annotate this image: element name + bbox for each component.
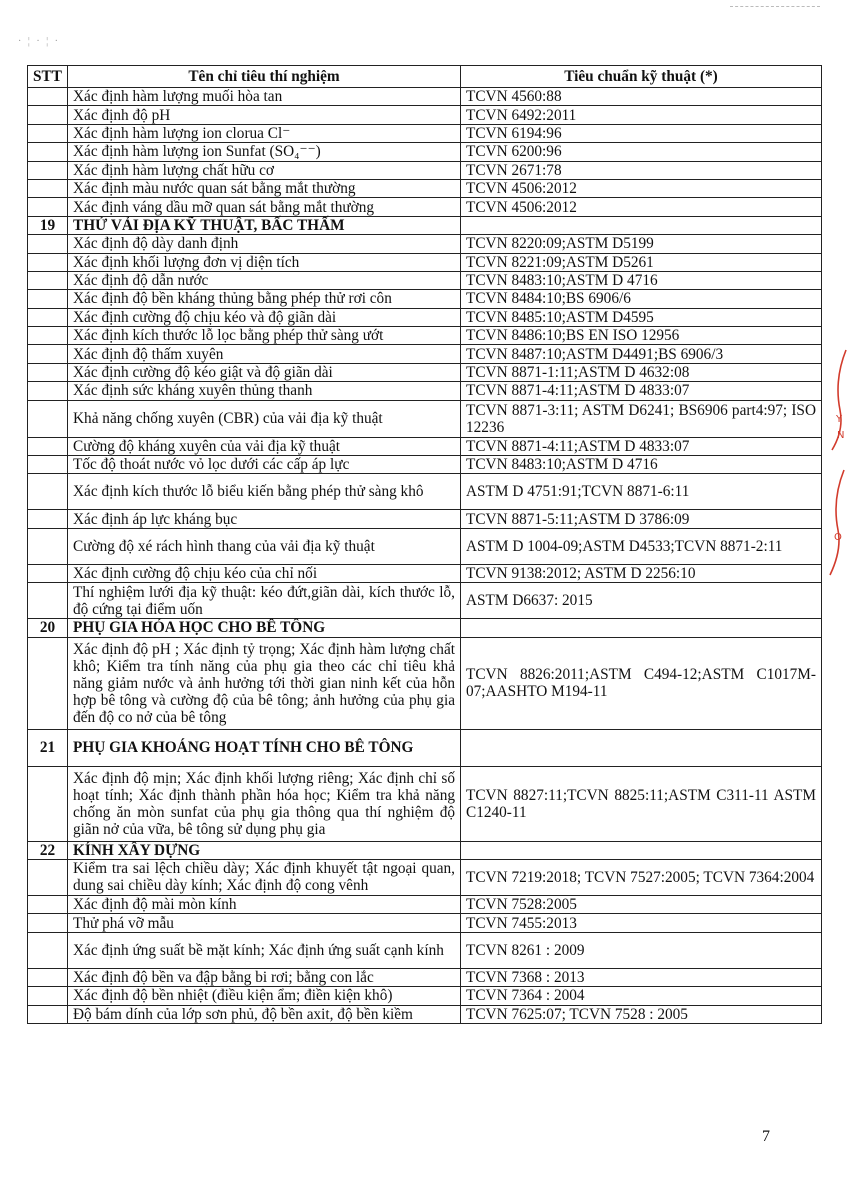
test-standard: TCVN 6200:96 (461, 143, 822, 161)
test-standard: ASTM D6637: 2015 (461, 583, 822, 619)
table-row (28, 932, 822, 968)
row-stt (28, 583, 68, 619)
table-row (28, 914, 822, 932)
test-name: Xác định kích thước lỗ biểu kiến bằng phép thử sàng khô (68, 474, 461, 510)
row-stt (28, 271, 68, 289)
svg-text:Y: Y (836, 414, 843, 425)
test-standard: TCVN 8485:10;ASTM D4595 (461, 308, 822, 326)
row-stt (28, 859, 68, 895)
table-row (28, 382, 822, 400)
test-standard: TCVN 4560:88 (461, 88, 822, 106)
test-standard: TCVN 8484:10;BS 6906/6 (461, 290, 822, 308)
table-row (28, 308, 822, 326)
test-name: Xác định kích thước lỗ lọc bằng phép thử sàng ướt (68, 327, 461, 345)
test-standard: TCVN 8871-5:11;ASTM D 3786:09 (461, 510, 822, 528)
header-stt: STT (28, 66, 68, 88)
row-stt: 19 (28, 216, 68, 234)
test-standard (461, 619, 822, 637)
test-standard (461, 841, 822, 859)
test-standard: TCVN 4506:2012 (461, 198, 822, 216)
row-stt (28, 253, 68, 271)
test-name: Cường độ kháng xuyên của vải địa kỹ thuật (68, 437, 461, 455)
table-row (28, 895, 822, 913)
scan-edge-mark (730, 6, 820, 7)
test-standard: TCVN 7455:2013 (461, 914, 822, 932)
section-title: THỬ VẢI ĐỊA KỸ THUẬT, BẤC THẤM (68, 216, 461, 234)
section-title: PHỤ GIA KHOÁNG HOẠT TÍNH CHO BÊ TÔNG (68, 729, 461, 766)
table-row (28, 345, 822, 363)
test-standard: TCVN 8221:09;ASTM D5261 (461, 253, 822, 271)
svg-text:N: N (837, 430, 845, 441)
test-standard (461, 729, 822, 766)
section-row (28, 619, 822, 637)
row-stt: 22 (28, 841, 68, 859)
table-row (28, 987, 822, 1005)
test-standard: TCVN 7364 : 2004 (461, 987, 822, 1005)
test-name: Xác định độ pH (68, 106, 461, 124)
test-name: Xác định độ pH ; Xác định tỷ trọng; Xác định hàm lượng chất khô; Kiểm tra tính năng của phụ gia theo các chỉ tiêu khả năng giảm nước và ảnh hưởng tới thời gian ninh kết của hỗn hợp bê tông và cường độ của bê tông; ảnh hưởng của phụ gia đến độ co nở của bê tông (68, 637, 461, 729)
row-stt (28, 968, 68, 986)
test-standard (461, 216, 822, 234)
row-stt (28, 456, 68, 474)
row-stt (28, 124, 68, 142)
row-stt (28, 327, 68, 345)
test-standard: TCVN 7625:07; TCVN 7528 : 2005 (461, 1005, 822, 1023)
section-row (28, 729, 822, 766)
test-standard: TCVN 7528:2005 (461, 895, 822, 913)
test-name: Xác định ứng suất bề mặt kính; Xác định ứng suất cạnh kính (68, 932, 461, 968)
table-row (28, 198, 822, 216)
red-seal-stamp-edge (824, 340, 848, 580)
test-name: Xác định váng dầu mỡ quan sát bằng mắt thường (68, 198, 461, 216)
row-stt (28, 564, 68, 582)
test-name: Độ bám dính của lớp sơn phủ, độ bền axit, độ bền kiềm (68, 1005, 461, 1023)
row-stt: 21 (28, 729, 68, 766)
table-row (28, 859, 822, 895)
test-name: Cường độ xé rách hình thang của vải địa kỹ thuật (68, 528, 461, 564)
row-stt (28, 143, 68, 161)
row-stt (28, 914, 68, 932)
test-standard: TCVN 6492:2011 (461, 106, 822, 124)
section-title: KÍNH XÂY DỰNG (68, 841, 461, 859)
row-stt (28, 179, 68, 197)
row-stt (28, 932, 68, 968)
test-standard: TCVN 6194:96 (461, 124, 822, 142)
section-row (28, 216, 822, 234)
test-name: Thí nghiệm lưới địa kỹ thuật: kéo đứt,giãn dài, kích thước lỗ, độ cứng tại điểm uốn (68, 583, 461, 619)
table-row (28, 106, 822, 124)
row-stt (28, 766, 68, 841)
table-row (28, 456, 822, 474)
test-standard: TCVN 7219:2018; TCVN 7527:2005; TCVN 7364:2004 (461, 859, 822, 895)
table-row (28, 88, 822, 106)
svg-text:O: O (834, 532, 842, 543)
test-standard: TCVN 8487:10;ASTM D4491;BS 6906/3 (461, 345, 822, 363)
test-name: Xác định hàm lượng ion clorua Cl⁻ (68, 124, 461, 142)
test-standard: TCVN 4506:2012 (461, 179, 822, 197)
test-name: Xác định màu nước quan sát bằng mắt thường (68, 179, 461, 197)
test-standard: TCVN 9138:2012; ASTM D 2256:10 (461, 564, 822, 582)
row-stt (28, 437, 68, 455)
row-stt (28, 382, 68, 400)
test-standard: TCVN 8483:10;ASTM D 4716 (461, 271, 822, 289)
row-stt (28, 528, 68, 564)
test-name: Xác định độ dày danh định (68, 235, 461, 253)
test-name: Xác định độ mịn; Xác định khối lượng riêng; Xác định chỉ số hoạt tính; Xác định thành phần hóa học; Kiểm tra khả năng chống ăn mòn sunfat của phụ gia thông qua thí nghiệm độ giãn nở của vữa, bê tông sử dụng phụ gia (68, 766, 461, 841)
test-name: Xác định độ dẫn nước (68, 271, 461, 289)
header-standard: Tiêu chuẩn kỹ thuật (*) (461, 66, 822, 88)
test-name: Xác định cường độ chịu kéo của chỉ nối (68, 564, 461, 582)
table-row (28, 528, 822, 564)
row-stt: 20 (28, 619, 68, 637)
test-name: Thử phá vỡ mẫu (68, 914, 461, 932)
table-row (28, 968, 822, 986)
table-row (28, 327, 822, 345)
test-standard: TCVN 8486:10;BS EN ISO 12956 (461, 327, 822, 345)
test-name: Xác định cường độ chịu kéo và độ giãn dài (68, 308, 461, 326)
test-name: Xác định sức kháng xuyên thủng thanh (68, 382, 461, 400)
test-name: Xác định độ thấm xuyên (68, 345, 461, 363)
section-title: PHỤ GIA HÓA HỌC CHO BÊ TÔNG (68, 619, 461, 637)
test-name: Xác định độ bền va đập bằng bi rơi; bằng con lắc (68, 968, 461, 986)
row-stt (28, 510, 68, 528)
table-row (28, 253, 822, 271)
table-row (28, 161, 822, 179)
row-stt (28, 235, 68, 253)
page-number: 7 (762, 1128, 770, 1145)
row-stt (28, 637, 68, 729)
table-row (28, 290, 822, 308)
table-row (28, 564, 822, 582)
test-standard: TCVN 8871-1:11;ASTM D 4632:08 (461, 363, 822, 381)
row-stt (28, 895, 68, 913)
row-stt (28, 290, 68, 308)
table-body (28, 88, 822, 1024)
test-standard: TCVN 2671:78 (461, 161, 822, 179)
test-standard: TCVN 8871-4:11;ASTM D 4833:07 (461, 382, 822, 400)
row-stt (28, 161, 68, 179)
test-name: Tốc độ thoát nước vỏ lọc dưới các cấp áp lực (68, 456, 461, 474)
test-standard: TCVN 8827:11;TCVN 8825:11;ASTM C311-11 ASTM C1240-11 (461, 766, 822, 841)
table-row (28, 363, 822, 381)
test-name: Xác định khối lượng đơn vị diện tích (68, 253, 461, 271)
row-stt (28, 363, 68, 381)
test-name: Xác định độ mài mòn kính (68, 895, 461, 913)
header-test-name: Tên chỉ tiêu thí nghiệm (68, 66, 461, 88)
table-row (28, 637, 822, 729)
table-row (28, 1005, 822, 1023)
test-standard: TCVN 8826:2011;ASTM C494-12;ASTM C1017M-07;AASHTO M194-11 (461, 637, 822, 729)
table-row (28, 474, 822, 510)
row-stt (28, 474, 68, 510)
table-row (28, 583, 822, 619)
test-standard: TCVN 8871-4:11;ASTM D 4833:07 (461, 437, 822, 455)
table-header-row (28, 66, 822, 88)
table-row (28, 179, 822, 197)
row-stt (28, 987, 68, 1005)
test-standard: ASTM D 1004-09;ASTM D4533;TCVN 8871-2:11 (461, 528, 822, 564)
test-standard: TCVN 8483:10;ASTM D 4716 (461, 456, 822, 474)
test-standards-table (27, 65, 822, 1024)
test-name: Xác định hàm lượng ion Sunfat (SO₄⁻⁻) (68, 143, 461, 161)
test-name: Xác định hàm lượng chất hữu cơ (68, 161, 461, 179)
test-name: Khả năng chống xuyên (CBR) của vải địa kỹ thuật (68, 400, 461, 437)
row-stt (28, 106, 68, 124)
test-name: Xác định cường độ kéo giật và độ giãn dài (68, 363, 461, 381)
test-name: Xác định áp lực kháng bục (68, 510, 461, 528)
table-row (28, 510, 822, 528)
table-row (28, 143, 822, 161)
test-standard: TCVN 8220:09;ASTM D5199 (461, 235, 822, 253)
table-row (28, 400, 822, 437)
row-stt (28, 1005, 68, 1023)
test-name: Xác định độ bền nhiệt (điều kiện ẩm; điền kiện khô) (68, 987, 461, 1005)
row-stt (28, 400, 68, 437)
test-standard: ASTM D 4751:91;TCVN 8871-6:11 (461, 474, 822, 510)
test-name: Xác định độ bền kháng thủng bằng phép thử rơi côn (68, 290, 461, 308)
table-row (28, 235, 822, 253)
row-stt (28, 88, 68, 106)
test-standard: TCVN 8871-3:11; ASTM D6241; BS6906 part4:97; ISO 12236 (461, 400, 822, 437)
row-stt (28, 345, 68, 363)
table-row (28, 124, 822, 142)
row-stt (28, 198, 68, 216)
row-stt (28, 308, 68, 326)
test-name: Kiểm tra sai lệch chiều dày; Xác định khuyết tật ngoại quan, dung sai chiều dày kính; Xác định độ cong vênh (68, 859, 461, 895)
table-row (28, 766, 822, 841)
test-standard: TCVN 8261 : 2009 (461, 932, 822, 968)
test-standard: TCVN 7368 : 2013 (461, 968, 822, 986)
table-row (28, 437, 822, 455)
table-row (28, 271, 822, 289)
scan-smudge: · ¦ · ¦ · (18, 36, 60, 47)
section-row (28, 841, 822, 859)
test-name: Xác định hàm lượng muối hòa tan (68, 88, 461, 106)
